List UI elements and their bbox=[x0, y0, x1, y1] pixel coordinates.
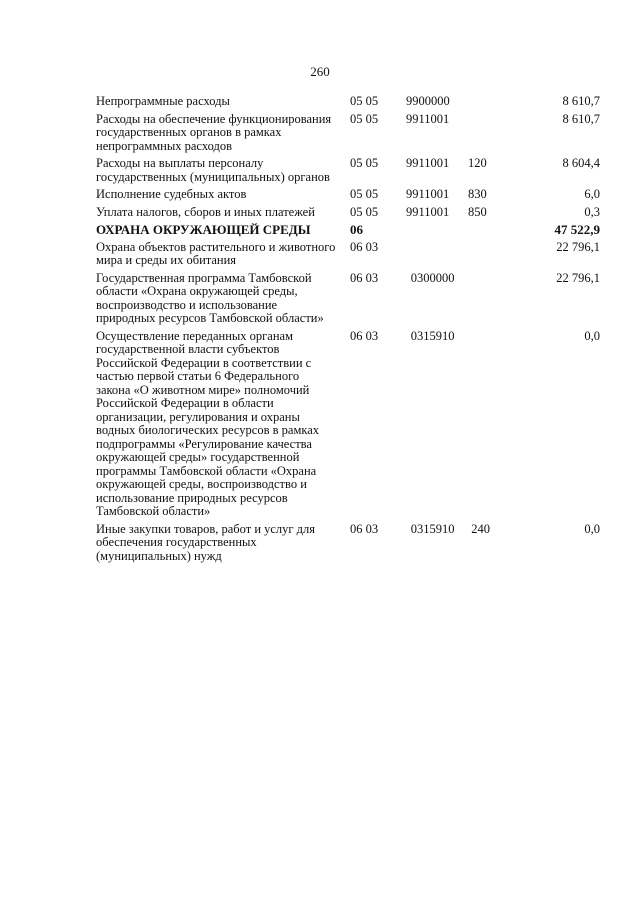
row-amount: 8 604,4 bbox=[562, 156, 600, 170]
row-target-code: 0300000 bbox=[410, 270, 455, 285]
table-row bbox=[96, 95, 600, 109]
row-amount: 0,0 bbox=[584, 328, 600, 343]
row-target-code: 9900000 bbox=[406, 94, 450, 108]
row-expense-type: 240 bbox=[471, 521, 490, 536]
row-section-code: 05 05 bbox=[350, 94, 379, 108]
budget-table bbox=[96, 95, 600, 567]
table-row bbox=[96, 157, 600, 184]
row-expense-type: 850 bbox=[468, 204, 487, 219]
row-expense-type bbox=[468, 113, 510, 154]
table-row bbox=[96, 523, 600, 564]
row-expense-type bbox=[471, 241, 512, 268]
table-row bbox=[96, 272, 600, 326]
table-row bbox=[96, 206, 600, 220]
row-name: Уплата налогов, сборов и иных платежей bbox=[96, 204, 315, 219]
row-name: Расходы на обеспечение функционирования государственных органов в рамках непрограммных расходов bbox=[96, 111, 332, 153]
table-section-row bbox=[96, 223, 600, 237]
row-amount: 0,3 bbox=[584, 204, 600, 219]
row-target-code: 0315910 bbox=[410, 328, 455, 343]
row-amount: 22 796,1 bbox=[556, 270, 600, 285]
page-number: 260 bbox=[310, 64, 330, 79]
row-target-code: 9911001 bbox=[406, 156, 450, 170]
row-target-code: 9911001 bbox=[406, 187, 450, 201]
row-section-code: 05 05 bbox=[350, 204, 379, 219]
table-row bbox=[96, 330, 600, 519]
row-amount: 47 522,9 bbox=[554, 222, 600, 237]
row-expense-type: 830 bbox=[468, 187, 487, 201]
row-expense-type: 120 bbox=[468, 156, 487, 170]
row-amount: 6,0 bbox=[584, 187, 600, 201]
row-section-code: 06 bbox=[350, 222, 363, 237]
row-target-code: 0315910 bbox=[410, 521, 455, 536]
row-target-code bbox=[405, 241, 472, 268]
row-name: Охрана объектов растительного и животного мира и среды их обитания bbox=[96, 239, 336, 267]
row-expense-type bbox=[468, 95, 510, 109]
row-name: Расходы на выплаты персоналу государственных (муниципальных) органов bbox=[96, 156, 330, 184]
row-section-code: 06 03 bbox=[350, 521, 379, 536]
row-amount: 8 610,7 bbox=[562, 111, 600, 126]
row-expense-type bbox=[468, 223, 510, 237]
row-section-code: 05 05 bbox=[350, 156, 379, 170]
row-amount: 0,0 bbox=[584, 521, 600, 536]
table-row bbox=[96, 113, 600, 154]
row-name: Непрограммные расходы bbox=[96, 94, 230, 108]
row-name: Осуществление переданных органам государственной власти субъектов Российской Федерации в соответствии с частью первой статьи 6 Федерального закона «О животном мире» полномочий Российской Федерации в области организации, регулирования и охраны водных биологических ресурсов в рамках подпрограммы «Регулирование качества окружающей среды» государственной программы Тамбовской области «Охрана окружающей среды, воспроизводство и использование природных ресурсов Тамбовской области» bbox=[96, 328, 320, 518]
row-section-code: 05 05 bbox=[350, 111, 379, 126]
row-target-code: 9911001 bbox=[406, 204, 450, 219]
row-amount: 22 796,1 bbox=[556, 239, 600, 254]
section-title: ОХРАНА ОКРУЖАЮЩЕЙ СРЕДЫ bbox=[96, 222, 311, 237]
row-amount: 8 610,7 bbox=[562, 94, 600, 108]
row-section-code: 06 03 bbox=[350, 328, 379, 343]
row-name: Исполнение судебных актов bbox=[96, 187, 247, 201]
row-expense-type bbox=[471, 272, 512, 326]
row-name: Иные закупки товаров, работ и услуг для обеспечения государственных (муниципальных) нужд bbox=[96, 521, 316, 563]
row-target-code: 9911001 bbox=[406, 111, 450, 126]
table-row bbox=[96, 188, 600, 202]
row-name: Государственная программа Тамбовской области «Охрана окружающей среды, воспроизводство и использование природных ресурсов Тамбовской области» bbox=[96, 270, 324, 325]
row-section-code: 06 03 bbox=[350, 239, 379, 254]
row-section-code: 05 05 bbox=[350, 187, 379, 201]
row-section-code: 06 03 bbox=[350, 270, 379, 285]
table-row bbox=[96, 241, 600, 268]
row-target-code bbox=[406, 223, 468, 237]
row-expense-type bbox=[471, 330, 512, 519]
